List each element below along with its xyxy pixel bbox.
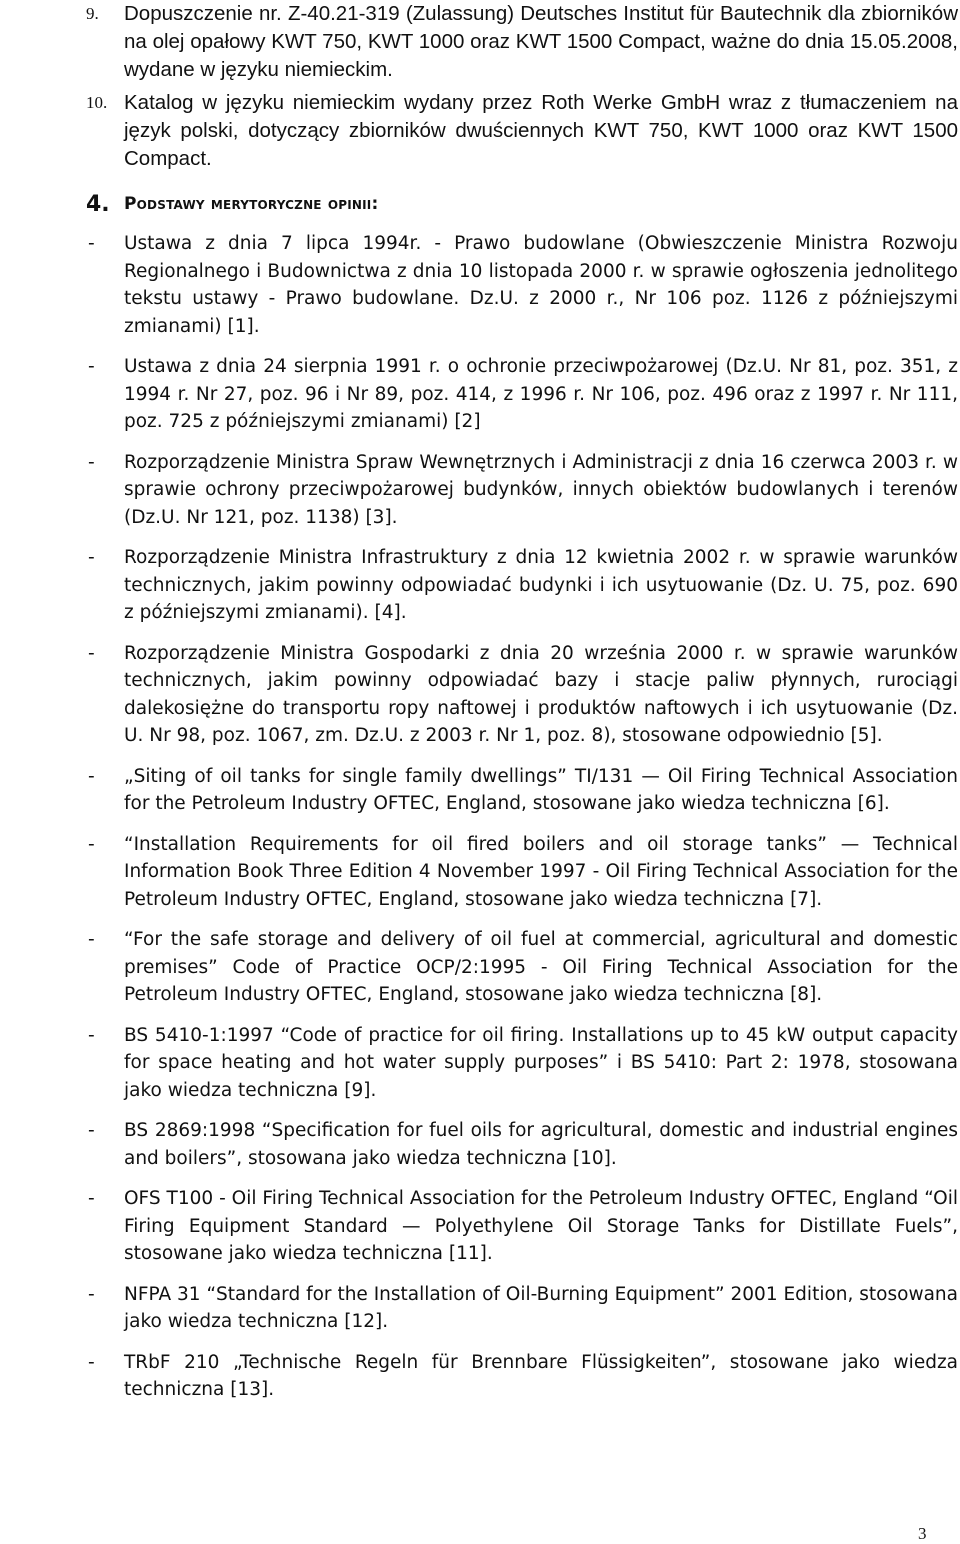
reference-text: BS 5410-1:1997 “Code of practice for oil firing. Installations up to 45 kW output capacity for space heating and hot water supply purposes” i BS 5410: Part 2: 1978, stosowana jako wiedza techniczna [9].: [124, 1024, 958, 1101]
section-title: Podstawy merytoryczne opinii:: [124, 194, 379, 214]
list-item: [0, 1349, 960, 1404]
list-dash: -: [88, 929, 95, 950]
list-dash: -: [88, 1351, 95, 1373]
list-dash: -: [88, 642, 95, 664]
list-item-text: Dopuszczenie nr. Z-40.21-319 (Zulassung) Deutsches Institut für Bautechnik dla zbiorników na olej opałowy KWT 750, KWT 1000 oraz KWT 1500 Compact, ważne do dnia 15.05.2008, wydane w języku niemieckim.: [124, 2, 958, 81]
list-item: [0, 544, 960, 627]
list-item: [0, 0, 960, 84]
list-dash: -: [88, 1188, 95, 1209]
reference-text: “Installation Requirements for oil fired boilers and oil storage tanks” — Technical Information Book Three Edition 4 November 1997 - Oil Firing Technical Association for the Petroleum Industry OFTEC, England, stosowane jako wiedza techniczna [7].: [124, 833, 958, 910]
page-number: 3: [918, 1524, 927, 1543]
list-dash: -: [88, 233, 95, 254]
list-dash: -: [88, 765, 95, 787]
list-item: [0, 353, 960, 436]
numbered-list: [0, 0, 960, 178]
list-item: [0, 831, 960, 914]
list-dash: -: [88, 547, 95, 568]
reference-text: NFPA 31 “Standard for the Installation of Oil-Burning Equipment” 2001 Edition, stosowana jako wiedza techniczna [12].: [124, 1283, 958, 1332]
list-item: [0, 89, 960, 173]
reference-text: Ustawa z dnia 7 lipca 1994r. - Prawo budowlane (Obwieszczenie Ministra Rozwoju Regionalnego i Budownictwa z dnia 10 listopada 2000 r. w sprawie ogłoszenia jednolitego tekstu ustawy - Prawo budowlane. Dz.U. z 2000 r., Nr 106 poz. 1126 z późniejszymi zmianami) [1].: [124, 233, 958, 337]
list-item: [0, 1185, 960, 1268]
list-item: [0, 230, 960, 340]
reference-text: Rozporządzenie Ministra Spraw Wewnętrznych i Administracji z dnia 16 czerwca 2003 r. w sprawie ochrony przeciwpożarowej budynków, innych obiektów budowlanych i terenów (Dz.U. Nr 121, poz. 1138) [3].: [124, 451, 958, 528]
reference-text: TRbF 210 „Technische Regeln für Brennbare Flüssigkeiten”, stosowane jako wiedza techniczna [13].: [124, 1351, 958, 1400]
list-item: [0, 640, 960, 750]
list-dash: -: [88, 1283, 95, 1305]
list-item: [0, 1281, 960, 1336]
reference-text: Ustawa z dnia 24 sierpnia 1991 r. o ochronie przeciwpożarowej (Dz.U. Nr 81, poz. 351, z 1994 r. Nr 27, poz. 96 i Nr 89, poz. 414, z 1996 r. Nr 106, poz. 496 oraz z 1997 r. Nr 111, poz. 725 z późniejszymi zmianami) [2]: [124, 356, 958, 432]
list-item: [0, 1022, 960, 1105]
list-dash: -: [88, 356, 95, 377]
list-item: [0, 449, 960, 532]
reference-text: BS 2869:1998 “Specification for fuel oils for agricultural, domestic and industrial engines and boilers”, stosowana jako wiedza techniczna [10].: [124, 1120, 958, 1169]
list-item: [0, 763, 960, 818]
reference-text: Rozporządzenie Ministra Infrastruktury z dnia 12 kwietnia 2002 r. w sprawie warunków technicznych, jakim powinny odpowiadać budynki i ich usytuowanie (Dz. U. 75, poz. 690 z późniejszymi zmianami). [4].: [124, 547, 958, 623]
reference-text: Rozporządzenie Ministra Gospodarki z dnia 20 września 2000 r. w sprawie warunków technicznych, jakim powinny odpowiadać bazy i stacje paliw płynnych, rurociągi dalekosiężne do transportu ropy naftowej i produktów naftowych i ich usytuowanie (Dz. U. Nr 98, poz. 1067, zm. Dz.U. z 2003 r. Nr 1, poz. 8), stosowane odpowiednio [5].: [124, 642, 958, 746]
list-item-number: 9.: [86, 4, 99, 23]
reference-text: “For the safe storage and delivery of oil fuel at commercial, agricultural and domestic premises” Code of Practice OCP/2:1995 - Oil Firing Technical Association for the Petroleum Industry OFTEC, England, stosowane jako wiedza techniczna [8].: [124, 929, 958, 1005]
list-item-text: Katalog w języku niemieckim wydany przez Roth Werke GmbH wraz z tłumaczeniem na język polski, dotyczący zbiorników dwuściennych KWT 750, KWT 1000 oraz KWT 1500 Compact.: [124, 91, 958, 170]
list-dash: -: [88, 833, 95, 855]
list-dash: -: [88, 1024, 95, 1046]
list-dash: -: [88, 451, 95, 473]
list-item-number: 10.: [86, 93, 108, 112]
reference-text: OFS T100 - Oil Firing Technical Association for the Petroleum Industry OFTEC, England “Oil Firing Equipment Standard — Polyethylene Oil Storage Tanks for Distillate Fuels”, stosowane jako wiedza techniczna [11].: [124, 1188, 958, 1264]
list-item: [0, 1117, 960, 1172]
section-number: 4.: [86, 192, 110, 217]
references-list: [0, 230, 960, 1417]
list-item: [0, 926, 960, 1009]
reference-text: „Siting of oil tanks for single family dwellings” TI/131 — Oil Firing Technical Association for the Petroleum Industry OFTEC, England, stosowane jako wiedza techniczna [6].: [124, 765, 958, 814]
list-dash: -: [88, 1120, 95, 1141]
